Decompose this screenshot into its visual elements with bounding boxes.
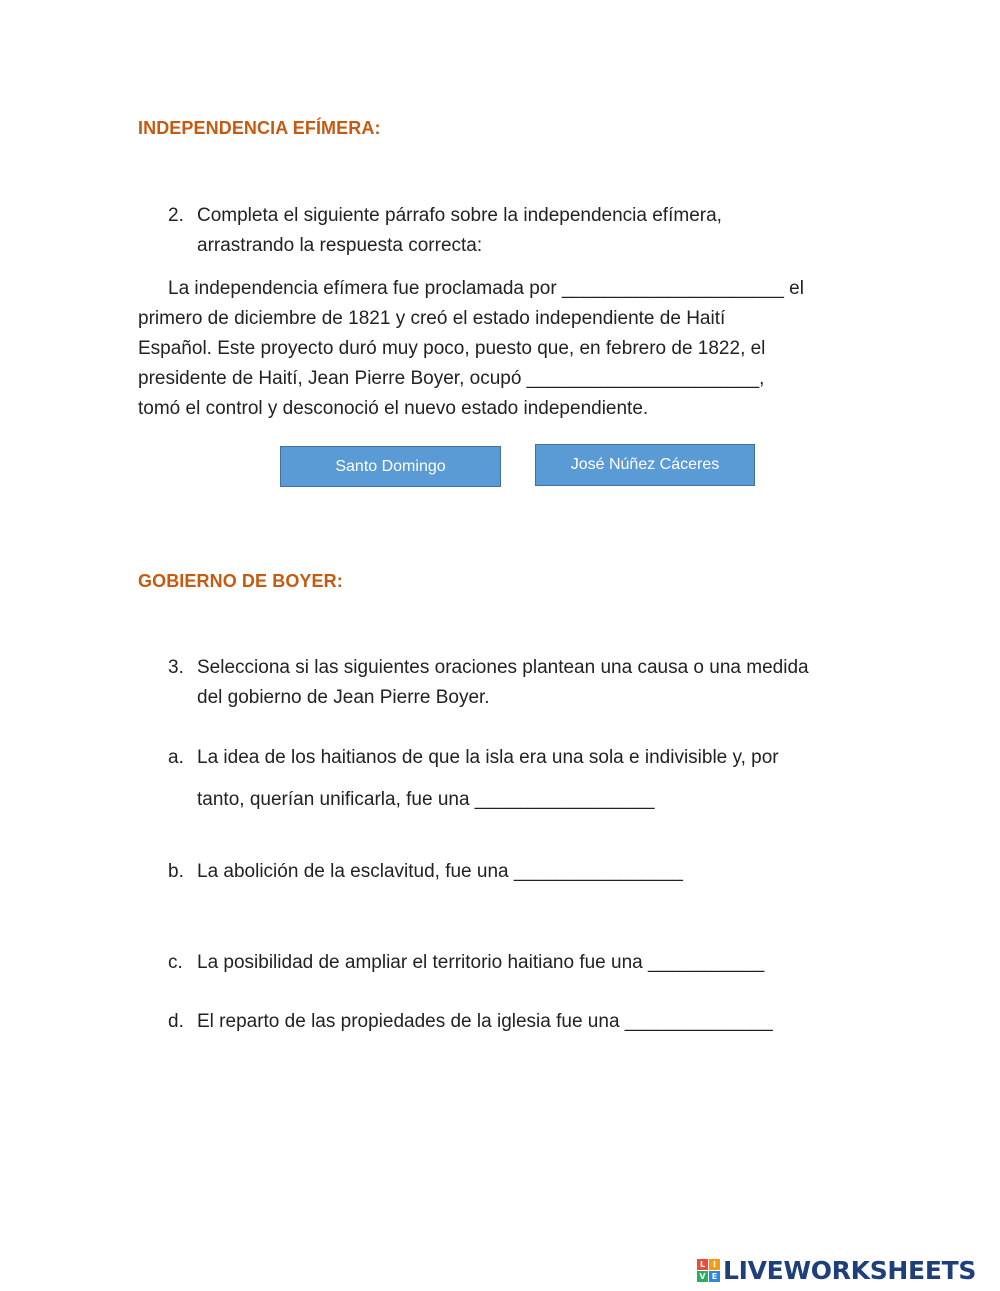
item-letter-b: b. (168, 861, 184, 882)
logo-letter: E (709, 1271, 720, 1282)
liveworksheets-logo-text: LIVEWORKSHEETS (723, 1256, 977, 1285)
liveworksheets-logo (697, 1256, 976, 1285)
drag-option-santo-domingo[interactable]: Santo Domingo (280, 446, 501, 487)
item-letter-c: c. (168, 952, 183, 973)
logo-letter: V (697, 1271, 708, 1282)
question-number: 3. (168, 657, 184, 678)
section-heading-independencia: INDEPENDENCIA EFÍMERA: (138, 118, 381, 138)
paragraph-line: Español. Este proyecto duró muy poco, puesto que, en febrero de 1822, el (138, 338, 766, 359)
item-b-text[interactable]: La abolición de la esclavitud, fue una ________________ (197, 861, 683, 882)
logo-letter: I (709, 1259, 720, 1270)
paragraph-line: presidente de Haití, Jean Pierre Boyer, ocupó ______________________, (138, 368, 765, 389)
paragraph-line: La independencia efímera fue proclamada por _____________________ el (168, 278, 804, 299)
paragraph-line: tomó el control y desconoció el nuevo estado independiente. (138, 398, 649, 419)
logo-letter: L (697, 1259, 708, 1270)
item-letter-a: a. (168, 747, 184, 768)
item-letter-d: d. (168, 1011, 184, 1032)
item-d-text[interactable]: El reparto de las propiedades de la iglesia fue una ______________ (197, 1011, 773, 1032)
question-text-line: del gobierno de Jean Pierre Boyer. (197, 687, 490, 708)
question-text-line: arrastrando la respuesta correcta: (197, 235, 483, 256)
liveworksheets-logo-icon (697, 1259, 720, 1282)
item-c-text[interactable]: La posibilidad de ampliar el territorio haitiano fue una ___________ (197, 952, 765, 973)
drag-option-jose-nunez-caceres[interactable]: José Núñez Cáceres (535, 444, 755, 486)
item-a-text-line1: La idea de los haitianos de que la isla era una sola e indivisible y, por (197, 747, 779, 768)
question-text-line: Selecciona si las siguientes oraciones plantean una causa o una medida (197, 657, 809, 678)
item-a-text-line2[interactable]: tanto, querían unificarla, fue una _________________ (197, 789, 655, 810)
section-heading-gobierno-boyer: GOBIERNO DE BOYER: (138, 571, 343, 591)
question-number: 2. (168, 205, 184, 226)
paragraph-line: primero de diciembre de 1821 y creó el estado independiente de Haití (138, 308, 726, 329)
question-text-line: Completa el siguiente párrafo sobre la independencia efímera, (197, 205, 722, 226)
